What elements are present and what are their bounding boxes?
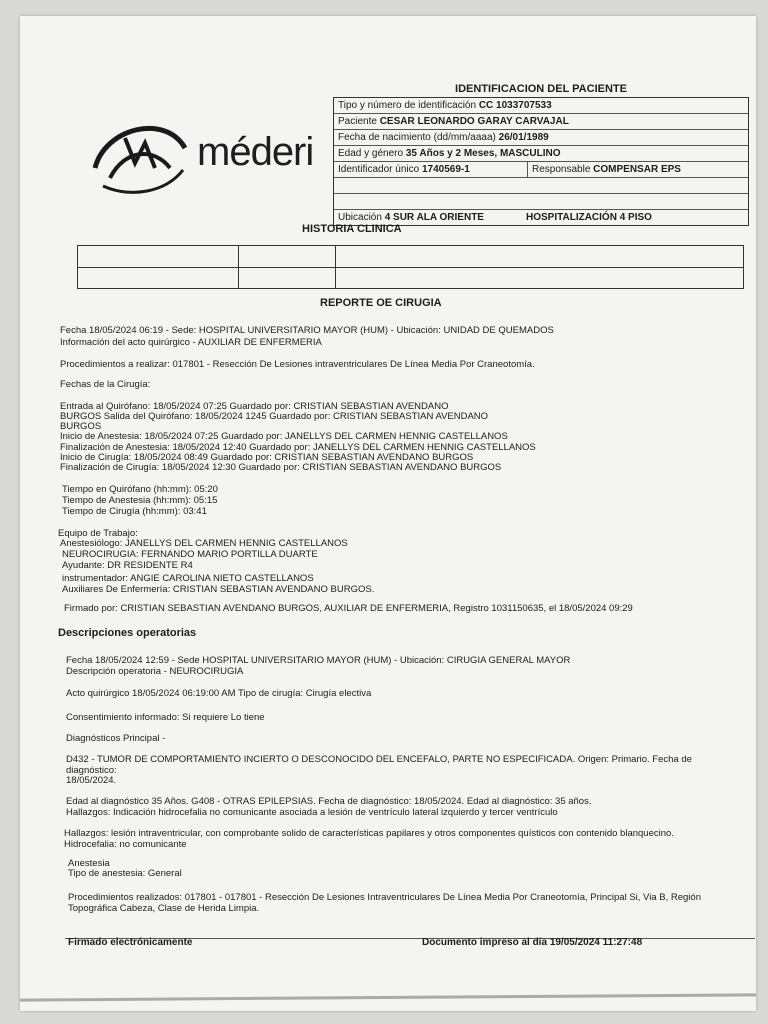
desc-d432-diag: diagnóstico: (66, 765, 117, 776)
report-burgos: BURGOS (60, 421, 102, 432)
desc-hallazgos-lesion: Hallazgos: lesión intraventricular, con comprobante solido de características papilares y otros componentes quísticos con contenido blanquecino. (64, 828, 674, 839)
resp-label: Responsable (532, 164, 591, 175)
id-value: CC 1033707533 (478, 100, 552, 111)
report-title: REPORTE OE CIRUGIA (320, 297, 442, 309)
equipo-neurocirugia: NEUROCIRUGIA: FERNANDO MARIO PORTILLA DUARTE (62, 549, 318, 560)
desc-hidrocefalia: Hidrocefalia: no comunicante (64, 839, 187, 850)
desc-tipo-anestesia: Tipo de anestesia: General (68, 868, 182, 879)
equipo-auxiliares: Auxiliares De Enfermería: CRISTIAN SEBASTIAN AVENDANO BURGOS. (62, 584, 375, 595)
desc-d432: D432 - TUMOR DE COMPORTAMIENTO INCIERTO O DESCONOCIDO DEL ENCEFALO, PARTE NO ESPECIFICADA. Origen: Primario. Fecha de (66, 754, 692, 765)
mederi-emblem-icon (85, 108, 195, 198)
desc-acto: Acto quirúrgico 18/05/2024 06:19:00 AM Tipo de cirugía: Cirugía electiva (66, 688, 372, 699)
document-page (20, 16, 756, 1011)
printed-date: 19/05/2024 (549, 937, 600, 948)
loc-label: Ubicación (338, 212, 382, 223)
desc-d432-date: 18/05/2024. (66, 775, 117, 786)
printed-time: 11:27:48 (602, 937, 643, 948)
report-inicio-anestesia: Inicio de Anestesia: 18/05/2024 07:25 Guardado por: JANELLYS DEL CARMEN HENNIG CASTELLANOS (60, 431, 508, 442)
report-fechas: Fechas de la Cirugía: (60, 379, 151, 390)
desc-consentimiento: Consentimiento informado: Si requiere Lo tiene (66, 712, 265, 723)
uid-label: Identificador único (338, 164, 420, 175)
loc-extra: HOSPITALIZACIÓN 4 PISO (526, 212, 652, 223)
report-fin-anestesia: Finalización de Anestesia: 18/05/2024 12:40 Guardado por: JANELLYS DEL CARMEN HENNIG CASTELLANOS (60, 442, 536, 453)
desc-anestesia: Anestesia (68, 858, 110, 869)
report-fecha: Fecha 18/05/2024 06:19 - Sede: HOSPITAL UNIVERSITARIO MAYOR (HUM) - Ubicación: UNIDAD DE QUEMADOS (60, 325, 554, 336)
report-fin-cirugia: Finalización de Cirugía: 18/05/2024 12:30 Guardado por: CRISTIAN SEBASTIAN AVENDANO BURGOS (60, 462, 502, 473)
responsable-cell (527, 162, 681, 177)
tiempo-anestesia: Tiempo de Anestesia (hh:mm): 05:15 (62, 495, 218, 506)
blank-row-1 (334, 178, 748, 194)
id-row (334, 98, 748, 114)
firmado-por: Firmado por: CRISTIAN SEBASTIAN AVENDANO BURGOS, AUXILIAR DE ENFERMERIA, Registro 1031150635, el 18/05/2024 09:29 (64, 603, 633, 614)
id-label: Tipo y número de identificación (338, 100, 477, 111)
report-info: Información del acto quirúrgico - AUXILIAR DE ENFERMERIA (60, 337, 322, 348)
desc-descripcion: Descripción operatoria - NEUROCIRUGIA (66, 666, 244, 677)
desc-fecha: Fecha 18/05/2024 12:59 - Sede HOSPITAL UNIVERSITARIO MAYOR (HUM) - Ubicación: CIRUGIA GENERAL MAYOR (66, 655, 571, 666)
printed-label: Documento impreso al día (422, 937, 548, 948)
report-procedimientos: Procedimientos a realizar: 017801 - Resección De Lesiones intraventriculares De Línea Media Por Craneotomía. (60, 359, 535, 370)
historia-title: HISTORIA CLINICA (302, 223, 402, 235)
loc-value: 4 SUR ALA ORIENTE (384, 212, 484, 223)
report-entrada: Entrada al Quirófano: 18/05/2024 07:25 Guardado por: CRISTIAN SEBASTIAN AVENDANO (60, 401, 449, 412)
age-row (334, 146, 748, 162)
identification-table (333, 97, 749, 226)
equipo-anestesiologo: Anestesiólogo: JANELLYS DEL CARMEN HENNIG CASTELLANOS (60, 538, 348, 549)
desc-edad: Edad al diagnóstico 35 Años. G408 - OTRAS EPILEPSIAS. Fecha de diagnóstico: 18/05/2024. Edad al diagnóstico: 35 años. (66, 796, 592, 807)
desc-hallazgos-indicacion: Hallazgos: Indicación hidrocefalia no comunicante asociada a lesión de ventrículo lateral izquierdo y tercer ventrículo (66, 807, 558, 818)
birth-value: 26/01/1989 (498, 132, 549, 143)
blank-row-2 (334, 194, 748, 210)
uid-row (334, 162, 748, 178)
patient-name: CESAR LEONARDO GARAY CARVAJAL (379, 116, 569, 127)
tiempo-quirofano: Tiempo en Quirófano (hh:mm): 05:20 (62, 484, 218, 495)
age-label: Edad y género (338, 148, 404, 159)
age-value: 35 Años y 2 Meses, MASCULINO (405, 148, 561, 159)
identification-title: IDENTIFICACION DEL PACIENTE (455, 83, 627, 95)
page-edge-line (20, 993, 756, 1001)
equipo-ayudante: Ayudante: DR RESIDENTE R4 (62, 560, 193, 571)
birth-label: Fecha de nacimiento (dd/mm/aaaa) (338, 132, 496, 143)
report-salida: BURGOS Salida del Quirófano: 18/05/2024 1245 Guardado por: CRISTIAN SEBASTIAN AVENDANO (60, 411, 489, 422)
uid-value: 1740569-1 (421, 164, 470, 175)
patient-identification (333, 83, 749, 226)
patient-label: Paciente (338, 116, 377, 127)
desc-procedimientos: Procedimientos realizados: 017801 - 017801 - Resección De Lesiones Intraventriculares De Línea Media Por Craneotomía, Principal Si, Via B, Región (68, 892, 701, 903)
historia-table (77, 245, 744, 289)
mederi-logo-text: méderi (197, 130, 314, 174)
tiempo-cirugia: Tiempo de Cirugía (hh:mm): 03:41 (62, 506, 207, 517)
descripciones-title: Descripciones operatorias (58, 627, 197, 639)
desc-diagnosticos: Diagnósticos Principal - (66, 733, 166, 744)
equipo-instrumentador: instrumentador: ANGIE CAROLINA NIETO CASTELLANOS (62, 573, 314, 584)
equipo-title: Equipo de Trabajo: (58, 528, 138, 539)
report-inicio-cirugia: Inicio de Cirugía: 18/05/2024 08:49 Guardado por: CRISTIAN SEBASTIAN AVENDANO BURGOS (60, 452, 474, 463)
desc-topografica: Topográfica Cabeza, Clase de Herida Limpia. (68, 903, 260, 914)
resp-value: COMPENSAR EPS (593, 164, 681, 175)
birth-row (334, 130, 748, 146)
firmado-electronicamente: Firmado electrónicamente (68, 937, 193, 948)
documento-impreso (422, 937, 642, 948)
mederi-logo (85, 108, 335, 200)
patient-row (334, 114, 748, 130)
